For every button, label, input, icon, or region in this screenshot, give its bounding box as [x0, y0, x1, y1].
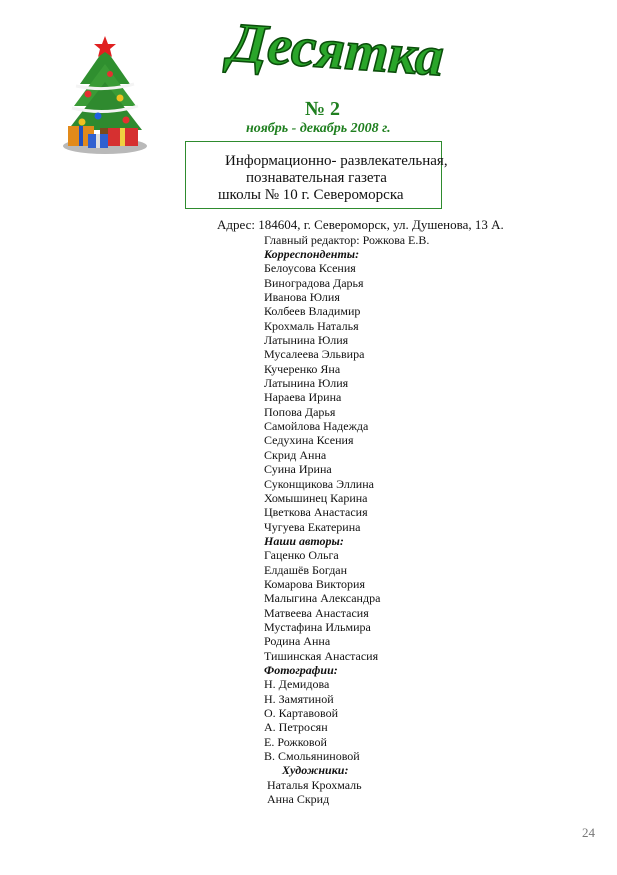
list-item: Мустафина Ильмира — [264, 619, 371, 634]
staff-list — [264, 247, 380, 806]
list-item: Е. Рожковой — [264, 734, 327, 749]
list-item: Малыгина Александра — [264, 591, 381, 606]
description-box — [185, 141, 448, 209]
list-item: Суина Ирина — [264, 462, 332, 477]
list-item: Попова Дарья — [264, 404, 336, 419]
section-header: Корреспонденты: — [264, 247, 360, 261]
description-line: познавательная газета — [246, 170, 387, 186]
authors-list — [264, 548, 380, 663]
list-item: Анна Скрид — [267, 792, 330, 807]
page-number: 24 — [582, 825, 595, 840]
list-item: А. Петросян — [264, 720, 328, 735]
newspaper-logo — [205, 10, 467, 100]
list-item: Н. Замятиной — [264, 691, 334, 706]
list-item: Цветкова Анастасия — [264, 505, 368, 520]
list-item: Иванова Юлия — [264, 290, 340, 305]
list-item: Белоусова Ксения — [264, 261, 356, 276]
list-item: Наталья Крохмаль — [267, 777, 362, 792]
list-item: Суконщикова Эллина — [264, 476, 374, 491]
description-line: Информационно- развлекательная, — [225, 153, 448, 169]
list-item: Латынина Юлия — [264, 333, 349, 348]
list-item: Родина Анна — [264, 634, 331, 649]
list-item: Тишинская Анастасия — [264, 648, 379, 663]
section-header: Наши авторы: — [264, 533, 344, 548]
correspondents-list — [264, 261, 380, 534]
issue-date: ноябрь - декабрь 2008 г. — [246, 121, 391, 136]
chief-editor: Главный редактор: Рожкова Е.В. — [264, 233, 430, 247]
list-item: Крохмаль Наталья — [264, 318, 359, 333]
list-item: Седухина Ксения — [264, 433, 354, 448]
list-item: Елдашёв Богдан — [264, 562, 348, 577]
christmas-tree-image — [58, 34, 152, 160]
section-header: Художники: — [282, 763, 349, 778]
list-item: Нараева Ирина — [264, 390, 342, 405]
description-line: школы № 10 г. Североморска — [218, 187, 404, 203]
list-item: Н. Демидова — [264, 677, 330, 692]
list-item: Виноградова Дарья — [264, 275, 364, 290]
issue-number: № 2 — [304, 98, 341, 120]
list-item: В. Смольяниновой — [264, 749, 360, 764]
list-item: Чугуева Екатерина — [264, 519, 361, 534]
list-item: Гаценко Ольга — [264, 548, 339, 563]
list-item: Кучеренко Яна — [264, 361, 341, 376]
list-item: Латынина Юлия — [264, 376, 349, 391]
artists-list — [264, 778, 380, 807]
list-item: Мусалеева Эльвира — [264, 347, 365, 362]
list-item: Самойлова Надежда — [264, 419, 369, 434]
list-item: Скрид Анна — [264, 447, 327, 462]
list-item: О. Картавовой — [264, 706, 338, 720]
section-header: Фотографии: — [264, 662, 338, 677]
list-item: Комарова Виктория — [264, 576, 365, 591]
list-item: Матвеева Анастасия — [264, 605, 369, 620]
address: Адрес: 184604, г. Североморск, ул. Душенова, 13 А. — [217, 217, 504, 232]
list-item: Колбеев Владимир — [264, 304, 361, 319]
logo-text: Десятка — [227, 11, 446, 89]
photographers-list — [264, 677, 380, 763]
list-item: Хомышинец Карина — [264, 490, 368, 505]
